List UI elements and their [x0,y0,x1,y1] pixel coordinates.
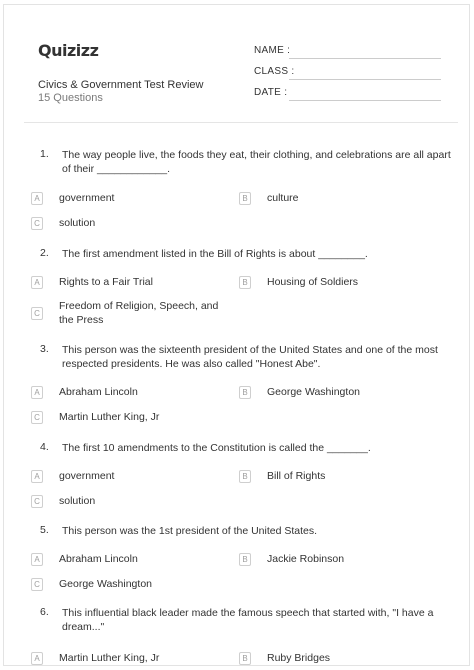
question-number: 6. [40,606,49,618]
option-b-text: Housing of Soldiers [267,276,359,288]
option-c-text: Martin Luther King, Jr [59,411,160,423]
class-field[interactable] [289,79,441,80]
option-a-box[interactable]: A [31,192,43,205]
option-a-box[interactable]: A [31,652,43,665]
option-c-box[interactable]: C [31,495,43,508]
option-a-box[interactable]: A [31,276,43,289]
option-b-box[interactable]: B [239,652,251,665]
date-label: DATE : [254,87,288,98]
question-text: The first amendment listed in the Bill of Rights is about ________. [62,248,368,260]
option-c-box[interactable]: C [31,307,43,320]
option-b-box[interactable]: B [239,386,251,399]
header-divider [24,122,458,123]
question-number: 5. [40,524,49,536]
option-c-text: Freedom of Religion, Speech, and the Press [59,300,219,326]
option-c-text: George Washington [59,578,152,590]
question-text: This person was the sixteenth president of the United States and one of the most respected presidents. He was also called "Honest Abe". [62,344,438,370]
option-b-text: culture [267,192,299,204]
question-text: This influential black leader made the famous speech that started with, "I have a dream..." [62,607,434,633]
question-number: 1. [40,148,49,160]
option-b-text: Ruby Bridges [267,652,331,664]
option-a-box[interactable]: A [31,470,43,483]
option-a-text: Martin Luther King, Jr [59,652,160,664]
option-c-box[interactable]: C [31,217,43,230]
name-field[interactable] [289,58,441,59]
option-a-text: government [59,470,115,482]
option-b-box[interactable]: B [239,553,251,566]
option-b-box[interactable]: B [239,192,251,205]
option-a-box[interactable]: A [31,386,43,399]
name-label: NAME : [254,45,291,56]
question-number: 3. [40,343,49,355]
option-b-text: George Washington [267,386,360,398]
quizizz-logo: Quizizz [38,41,99,60]
option-c-box[interactable]: C [31,411,43,424]
option-b-text: Bill of Rights [267,470,326,482]
question-number: 4. [40,441,49,453]
option-c-text: solution [59,217,96,229]
option-a-text: Abraham Lincoln [59,386,138,398]
worksheet-title: Civics & Government Test Review [38,79,204,91]
worksheet-page [3,4,470,666]
question-text: The way people live, the foods they eat, their clothing, and celebrations are all apart of their ____________. [62,149,451,175]
option-c-text: solution [59,495,96,507]
option-c-box[interactable]: C [31,578,43,591]
option-a-box[interactable]: A [31,553,43,566]
option-a-text: Rights to a Fair Trial [59,276,153,288]
question-number: 2. [40,247,49,259]
option-b-text: Jackie Robinson [267,553,345,565]
date-field[interactable] [289,100,441,101]
option-b-box[interactable]: B [239,276,251,289]
class-label: CLASS : [254,66,295,77]
question-text: The first 10 amendments to the Constitution is called the _______. [62,442,371,454]
option-a-text: government [59,192,115,204]
option-a-text: Abraham Lincoln [59,553,138,565]
question-text: This person was the 1st president of the United States. [62,525,318,537]
question-count: 15 Questions [38,92,103,104]
option-b-box[interactable]: B [239,470,251,483]
